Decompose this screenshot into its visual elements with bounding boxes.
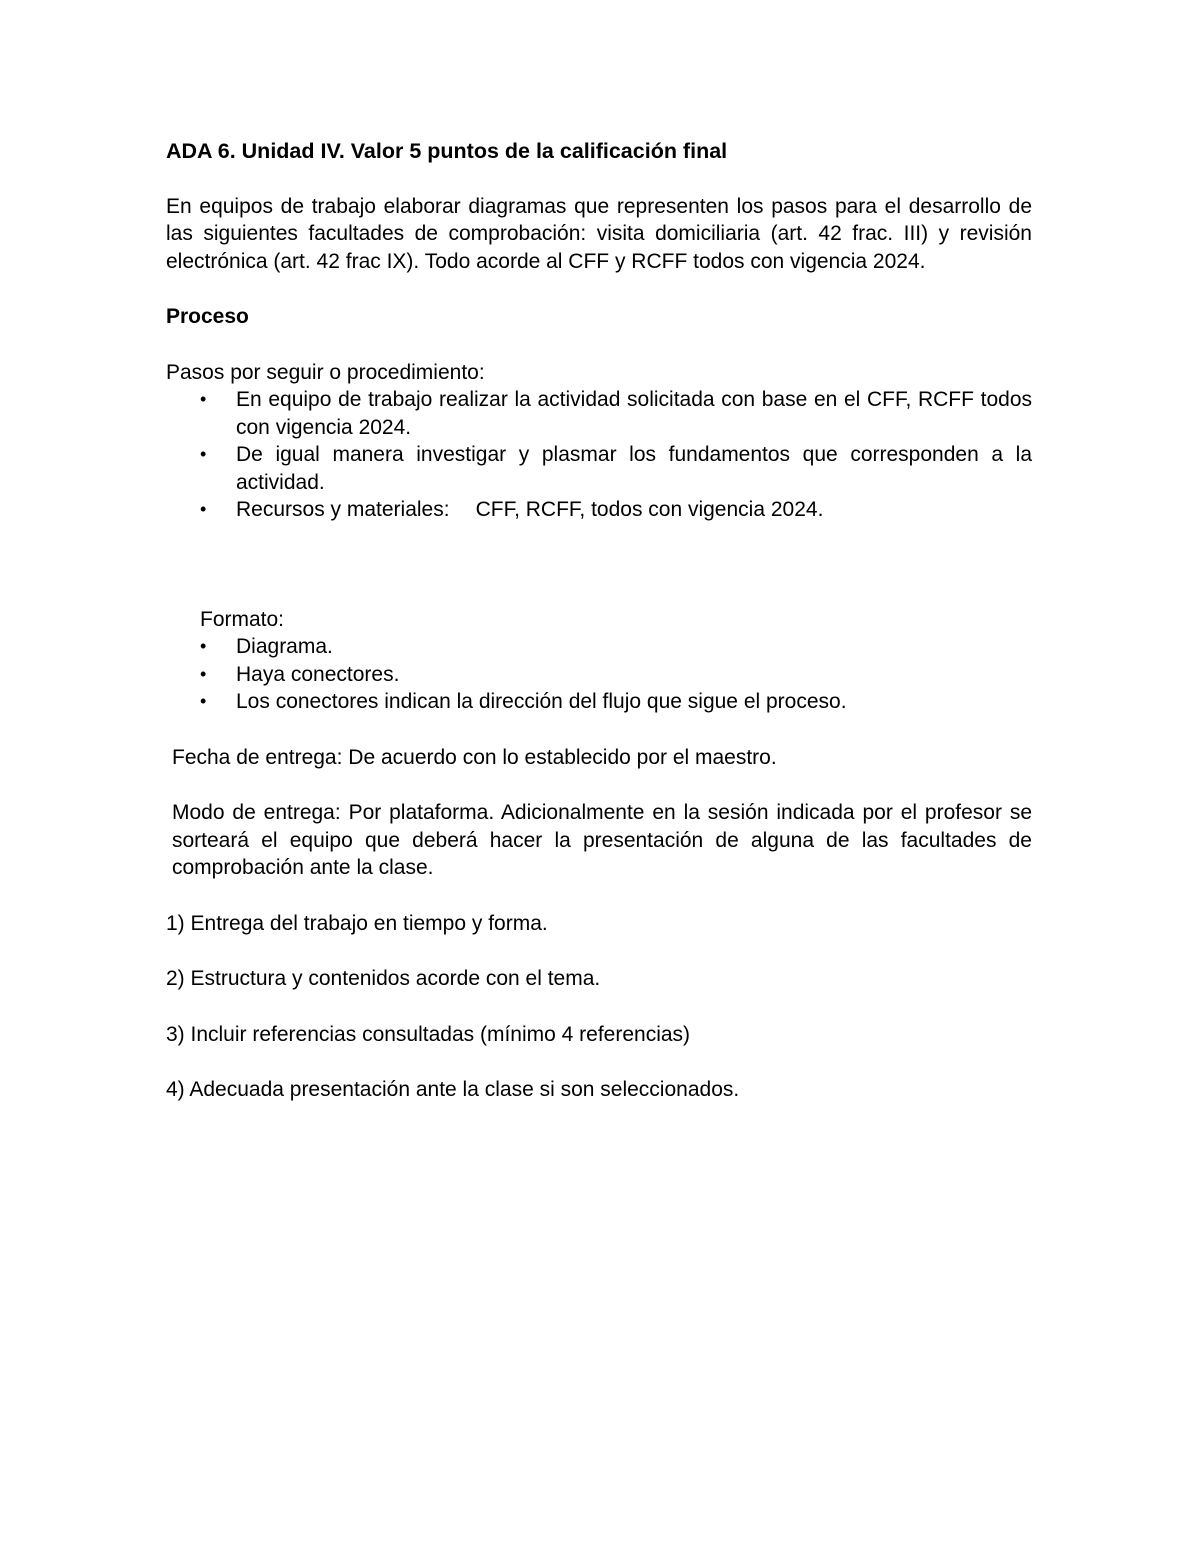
list-item (166, 386, 1032, 441)
criterio-1: 1) Entrega del trabajo en tiempo y forma. (166, 911, 548, 935)
list-item (166, 441, 1032, 496)
document-page (166, 138, 1032, 1104)
proceso-heading: Proceso (166, 305, 249, 328)
bullet-icon: • (200, 389, 207, 409)
modo-entrega: Modo de entrega: Por plataforma. Adicionalmente en la sesión indicada por el profesor se sorteará el equipo que deberá hacer la presentación de alguna de las facultades de comprobación ante la clase. (172, 801, 1032, 879)
pasos-list (166, 386, 1032, 496)
recursos-label: Recursos y materiales: (236, 498, 450, 521)
list-item (166, 633, 1032, 661)
formato-label: Formato: (200, 607, 285, 631)
list-item (166, 661, 1032, 689)
intro-paragraph: En equipos de trabajo elaborar diagramas que representen los pasos para el desarrollo de las siguientes facultades de comprobación: visita domiciliaria (art. 42 frac. III) y revisión electrónica (art. 42 frac IX). Todo acorde al CFF y RCFF todos con vigencia 2024. (166, 194, 1032, 273)
list-item (166, 496, 1032, 524)
list-item-text: Diagrama. (236, 635, 333, 658)
bullet-icon: • (200, 444, 207, 464)
list-item-text: De igual manera investigar y plasmar los fundamentos que corresponden a la actividad. (236, 443, 1032, 494)
pasos-label: Pasos por seguir o procedimiento: (166, 360, 485, 384)
list-item-text: Los conectores indican la dirección del flujo que sigue el proceso. (236, 690, 847, 713)
fecha-entrega: Fecha de entrega: De acuerdo con lo establecido por el maestro. (172, 745, 777, 769)
list-item-text: En equipo de trabajo realizar la actividad solicitada con base en el CFF, RCFF todos con vigencia 2024. (236, 388, 1032, 439)
bullet-icon: • (200, 636, 207, 656)
list-item-text: Haya conectores. (236, 662, 400, 686)
criterio-3: 3) Incluir referencias consultadas (mínimo 4 referencias) (166, 1022, 691, 1046)
recursos-list (166, 496, 1032, 524)
list-item (166, 688, 1032, 716)
bullet-icon: • (200, 663, 207, 684)
document-title: ADA 6. Unidad IV. Valor 5 puntos de la calificación final (166, 139, 728, 163)
bullet-icon: • (200, 691, 207, 711)
bullet-icon: • (200, 499, 207, 519)
criterio-4: 4) Adecuada presentación ante la clase si son seleccionados. (166, 1078, 740, 1101)
recursos-value: CFF, RCFF, todos con vigencia 2024. (475, 498, 824, 521)
formato-list (166, 633, 1032, 716)
criterio-2: 2) Estructura y contenidos acorde con el tema. (166, 967, 601, 990)
